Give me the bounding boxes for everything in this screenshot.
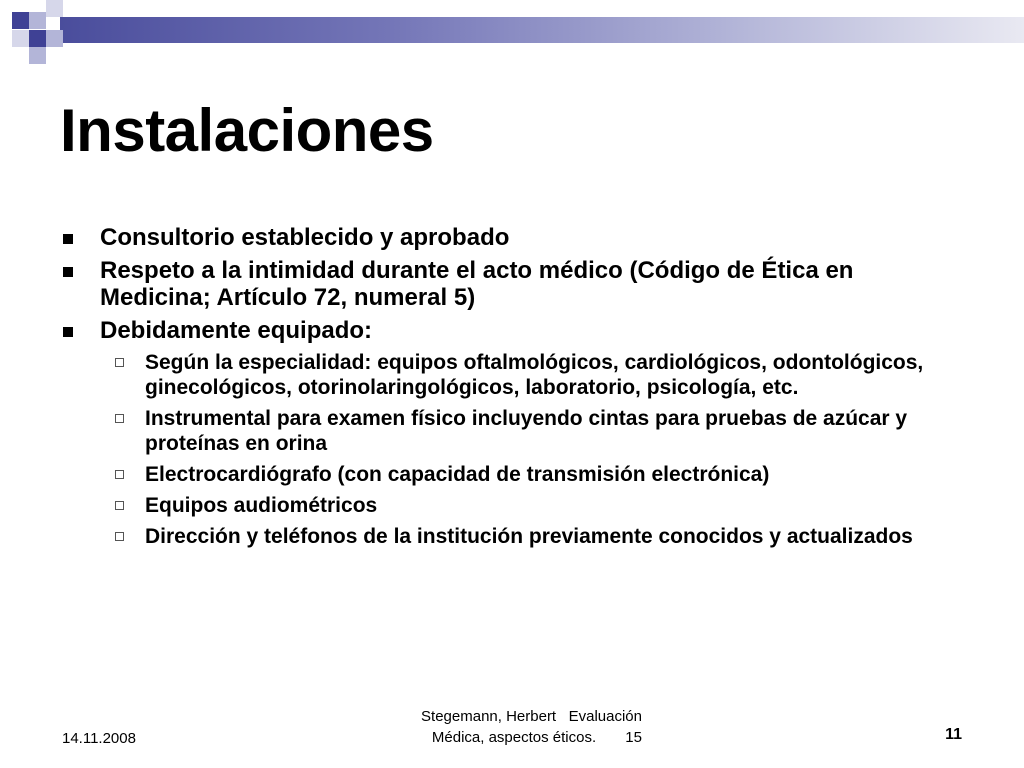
hollow-square-bullet-icon: [115, 414, 124, 423]
bullet-text: Respeto a la intimidad durante el acto médico (Código de Ética en Medicina; Artículo 72, numeral 5): [100, 257, 854, 311]
footer-page-number: 11: [945, 726, 962, 743]
header-square-light: [12, 30, 29, 47]
sub-bullet-text: Según la especialidad: equipos oftalmológicos, cardiológicos, odontológicos, ginecológicos, otorinolaringológicos, laboratorio, psicología, etc.: [145, 351, 924, 399]
hollow-square-bullet-icon: [115, 532, 124, 541]
bullet-list: [60, 224, 960, 555]
sub-bullet-item: [100, 493, 960, 518]
footer-center-line: Stegemann, Herbert Evaluación: [421, 708, 642, 725]
sub-bullet-item: [100, 524, 960, 549]
hollow-square-bullet-icon: [115, 470, 124, 479]
header-square-dark: [29, 30, 46, 47]
sub-bullet-text: Equipos audiométricos: [145, 494, 378, 517]
bullet-item: [60, 257, 960, 311]
header-gradient-bar: [60, 17, 1024, 43]
square-bullet-icon: [63, 327, 73, 337]
square-bullet-icon: [63, 234, 73, 244]
header-square-light: [29, 47, 46, 64]
header-square-light: [29, 12, 46, 29]
header-square-light: [46, 30, 63, 47]
header-square-light: [46, 0, 63, 17]
sub-bullet-text: Dirección y teléfonos de la institución previamente conocidos y actualizados: [145, 525, 913, 548]
hollow-square-bullet-icon: [115, 358, 124, 367]
bullet-item: [60, 317, 960, 344]
footer-center-line: Médica, aspectos éticos. 15: [431, 729, 642, 746]
slide-title: Instalaciones: [60, 97, 434, 164]
bullet-text: Consultorio establecido y aprobado: [100, 224, 510, 251]
sub-bullet-text: Instrumental para examen físico incluyendo cintas para pruebas de azúcar y proteínas en orina: [145, 407, 908, 455]
square-bullet-icon: [63, 267, 73, 277]
sub-bullet-item: [100, 406, 960, 456]
footer-center-text: [380, 706, 642, 748]
bullet-text: Debidamente equipado:: [100, 317, 373, 344]
hollow-square-bullet-icon: [115, 501, 124, 510]
bullet-item: [60, 224, 960, 251]
sub-bullet-text: Electrocardiógrafo (con capacidad de transmisión electrónica): [145, 463, 770, 486]
sub-bullet-item: [100, 350, 960, 400]
footer-date: 14.11.2008: [62, 730, 136, 747]
header-square-dark: [12, 12, 29, 29]
sub-bullet-item: [100, 462, 960, 487]
